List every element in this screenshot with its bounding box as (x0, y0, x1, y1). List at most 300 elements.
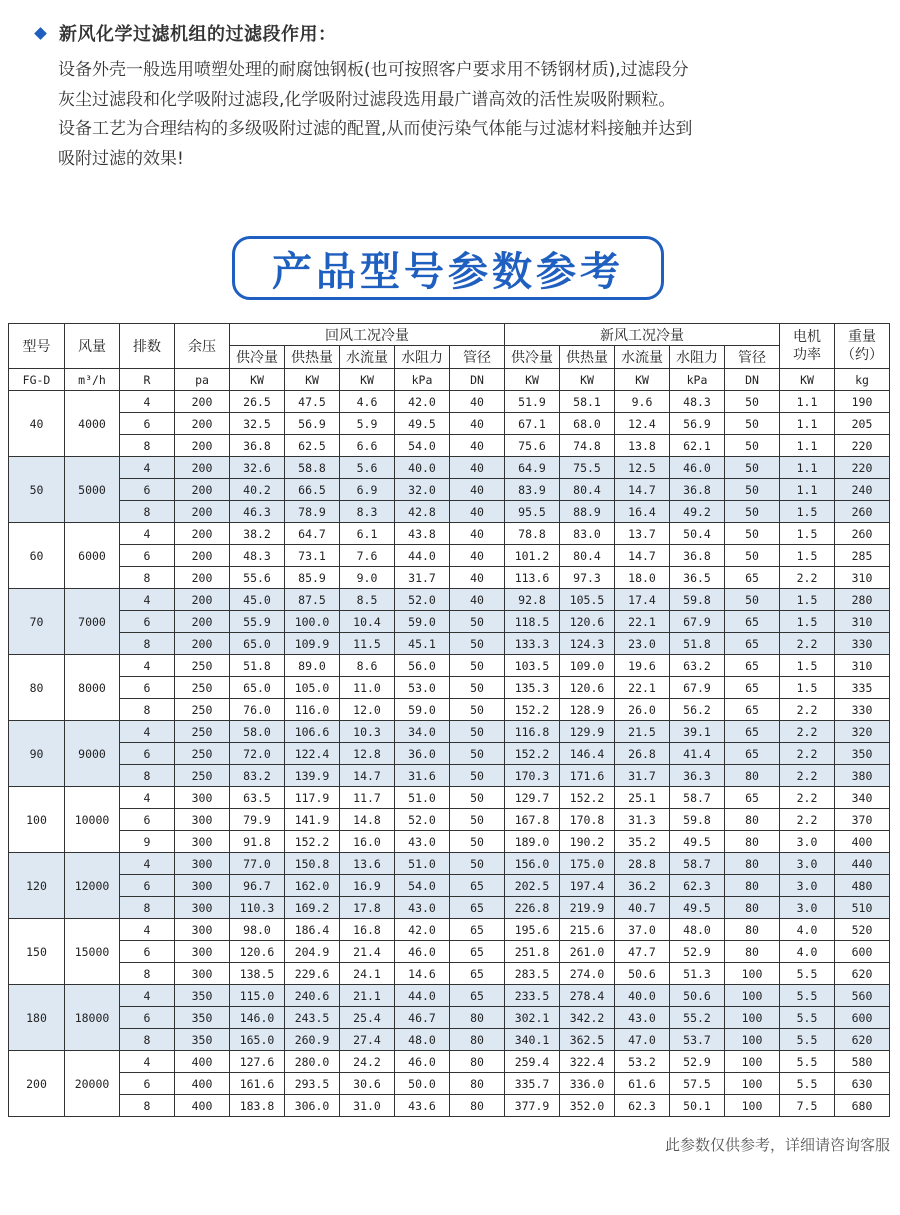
data-cell: 49.2 (670, 501, 725, 523)
data-cell: 91.8 (230, 831, 285, 853)
data-cell: 16.9 (340, 875, 395, 897)
data-cell: 440 (835, 853, 890, 875)
airflow-cell: 8000 (65, 655, 120, 721)
data-cell: 2.2 (780, 765, 835, 787)
data-cell: 31.3 (615, 809, 670, 831)
data-cell: 1.1 (780, 413, 835, 435)
data-cell: 43.0 (615, 1007, 670, 1029)
airflow-cell: 5000 (65, 457, 120, 523)
data-cell: 14.7 (615, 479, 670, 501)
data-cell: 2.2 (780, 721, 835, 743)
data-cell: 240 (835, 479, 890, 501)
diamond-bullet-icon (34, 27, 47, 40)
data-cell: 6 (120, 611, 175, 633)
data-cell: 152.2 (505, 699, 560, 721)
data-cell: 68.0 (560, 413, 615, 435)
data-cell: 21.4 (340, 941, 395, 963)
table-row (9, 721, 890, 743)
data-cell: 243.5 (285, 1007, 340, 1029)
data-cell: 64.9 (505, 457, 560, 479)
data-cell: 36.3 (670, 765, 725, 787)
data-cell: 141.9 (285, 809, 340, 831)
data-cell: 261.0 (560, 941, 615, 963)
data-cell: 61.6 (615, 1073, 670, 1095)
table-row (9, 589, 890, 611)
data-cell: 300 (175, 831, 230, 853)
data-cell: 306.0 (285, 1095, 340, 1117)
data-cell: 167.8 (505, 809, 560, 831)
data-cell: 54.0 (395, 875, 450, 897)
data-cell: 377.9 (505, 1095, 560, 1117)
data-cell: 2.2 (780, 809, 835, 831)
data-cell: 65 (450, 897, 505, 919)
data-cell: 36.8 (670, 545, 725, 567)
data-cell: 92.8 (505, 589, 560, 611)
data-cell: 250 (175, 721, 230, 743)
data-cell: 152.2 (560, 787, 615, 809)
data-cell: 50 (450, 831, 505, 853)
model-cell: 180 (9, 985, 65, 1051)
data-cell: 14.7 (340, 765, 395, 787)
data-cell: 300 (175, 941, 230, 963)
data-cell: 80 (725, 853, 780, 875)
data-cell: 36.5 (670, 567, 725, 589)
data-cell: 85.9 (285, 567, 340, 589)
data-cell: 40 (450, 589, 505, 611)
data-cell: 80 (725, 897, 780, 919)
data-cell: 283.5 (505, 963, 560, 985)
data-cell: 13.6 (340, 853, 395, 875)
header-motor-line1: 电机 (793, 329, 821, 345)
data-cell: 204.9 (285, 941, 340, 963)
data-cell: 580 (835, 1051, 890, 1073)
data-cell: 200 (175, 523, 230, 545)
data-cell: 274.0 (560, 963, 615, 985)
data-cell: 8.3 (340, 501, 395, 523)
data-cell: 32.5 (230, 413, 285, 435)
data-cell: 49.5 (670, 831, 725, 853)
banner-title: 产品型号参数参考 (272, 248, 624, 295)
data-cell: 46.3 (230, 501, 285, 523)
data-cell: 50.6 (670, 985, 725, 1007)
data-cell: 480 (835, 875, 890, 897)
data-cell: 65 (725, 633, 780, 655)
data-cell: 36.2 (615, 875, 670, 897)
data-cell: 5.5 (780, 1029, 835, 1051)
subheader-cell: 管径 (725, 346, 780, 369)
data-cell: 100 (725, 1095, 780, 1117)
subheader-cell: 水阻力 (670, 346, 725, 369)
data-cell: 50 (725, 457, 780, 479)
airflow-cell: 15000 (65, 919, 120, 985)
data-cell: 3.0 (780, 897, 835, 919)
data-cell: 200 (175, 391, 230, 413)
table-row (9, 699, 890, 721)
header-weight-line1: 重量 (848, 329, 876, 345)
data-cell: 40.0 (615, 985, 670, 1007)
data-cell: 100 (725, 1073, 780, 1095)
data-cell: 352.0 (560, 1095, 615, 1117)
data-cell: 1.1 (780, 391, 835, 413)
data-cell: 6.6 (340, 435, 395, 457)
data-cell: 80 (725, 765, 780, 787)
data-cell: 16.0 (340, 831, 395, 853)
data-cell: 58.0 (230, 721, 285, 743)
data-cell: 3.0 (780, 853, 835, 875)
data-cell: 135.3 (505, 677, 560, 699)
subheader-cell: 供热量 (560, 346, 615, 369)
data-cell: 31.7 (615, 765, 670, 787)
data-cell: 200 (175, 435, 230, 457)
data-cell: 285 (835, 545, 890, 567)
data-cell: 219.9 (560, 897, 615, 919)
data-cell: 5.5 (780, 1007, 835, 1029)
unit-cell: KW (285, 369, 340, 391)
data-cell: 300 (175, 787, 230, 809)
data-cell: 96.7 (230, 875, 285, 897)
data-cell: 4.6 (340, 391, 395, 413)
data-cell: 6 (120, 545, 175, 567)
data-cell: 80 (450, 1095, 505, 1117)
data-cell: 8 (120, 897, 175, 919)
data-cell: 280.0 (285, 1051, 340, 1073)
data-cell: 101.2 (505, 545, 560, 567)
data-cell: 250 (175, 677, 230, 699)
data-cell: 100 (725, 1051, 780, 1073)
data-cell: 342.2 (560, 1007, 615, 1029)
data-cell: 600 (835, 941, 890, 963)
data-cell: 138.5 (230, 963, 285, 985)
unit-cell: kg (835, 369, 890, 391)
data-cell: 350 (175, 1007, 230, 1029)
data-cell: 400 (175, 1073, 230, 1095)
unit-cell: pa (175, 369, 230, 391)
data-cell: 100 (725, 985, 780, 1007)
data-cell: 50 (450, 765, 505, 787)
subheader-cell: 供冷量 (505, 346, 560, 369)
data-cell: 31.6 (395, 765, 450, 787)
data-cell: 57.5 (670, 1073, 725, 1095)
data-cell: 49.5 (670, 897, 725, 919)
data-cell: 67.9 (670, 677, 725, 699)
data-cell: 110.3 (230, 897, 285, 919)
table-row (9, 501, 890, 523)
data-cell: 21.1 (340, 985, 395, 1007)
data-cell: 32.6 (230, 457, 285, 479)
data-cell: 14.6 (395, 963, 450, 985)
data-cell: 80 (450, 1029, 505, 1051)
subheader-cell: 管径 (450, 346, 505, 369)
data-cell: 190 (835, 391, 890, 413)
data-cell: 56.2 (670, 699, 725, 721)
data-cell: 80 (450, 1073, 505, 1095)
data-cell: 13.7 (615, 523, 670, 545)
data-cell: 62.5 (285, 435, 340, 457)
data-cell: 62.1 (670, 435, 725, 457)
model-cell: 50 (9, 457, 65, 523)
model-cell: 120 (9, 853, 65, 919)
data-cell: 63.2 (670, 655, 725, 677)
data-cell: 50 (450, 633, 505, 655)
data-cell: 28.8 (615, 853, 670, 875)
data-cell: 340.1 (505, 1029, 560, 1051)
data-cell: 152.2 (285, 831, 340, 853)
data-cell: 120.6 (560, 611, 615, 633)
data-cell: 250 (175, 765, 230, 787)
data-cell: 50 (450, 677, 505, 699)
data-cell: 46.0 (395, 941, 450, 963)
data-cell: 100 (725, 963, 780, 985)
model-cell: 150 (9, 919, 65, 985)
data-cell: 52.9 (670, 1051, 725, 1073)
data-cell: 56.0 (395, 655, 450, 677)
data-cell: 115.0 (230, 985, 285, 1007)
table-row (9, 1095, 890, 1117)
data-cell: 4.0 (780, 941, 835, 963)
data-cell: 39.1 (670, 721, 725, 743)
table-row (9, 919, 890, 941)
data-cell: 48.0 (395, 1029, 450, 1051)
data-cell: 4 (120, 457, 175, 479)
data-cell: 202.5 (505, 875, 560, 897)
data-cell: 98.0 (230, 919, 285, 941)
data-cell: 335.7 (505, 1073, 560, 1095)
data-cell: 205 (835, 413, 890, 435)
data-cell: 350 (175, 985, 230, 1007)
data-cell: 55.6 (230, 567, 285, 589)
data-cell: 8 (120, 501, 175, 523)
data-cell: 50 (725, 523, 780, 545)
data-cell: 59.8 (670, 589, 725, 611)
data-cell: 46.0 (670, 457, 725, 479)
data-cell: 4 (120, 523, 175, 545)
data-cell: 12.5 (615, 457, 670, 479)
data-cell: 259.4 (505, 1051, 560, 1073)
data-cell: 5.5 (780, 963, 835, 985)
data-cell: 3.0 (780, 831, 835, 853)
data-cell: 100 (725, 1029, 780, 1051)
data-cell: 240.6 (285, 985, 340, 1007)
subheader-cell: 供热量 (285, 346, 340, 369)
data-cell: 5.5 (780, 1073, 835, 1095)
data-cell: 310 (835, 611, 890, 633)
data-cell: 250 (175, 655, 230, 677)
data-cell: 336.0 (560, 1073, 615, 1095)
data-cell: 8.6 (340, 655, 395, 677)
data-cell: 300 (175, 919, 230, 941)
unit-cell: KW (340, 369, 395, 391)
data-cell: 26.0 (615, 699, 670, 721)
data-cell: 200 (175, 633, 230, 655)
unit-cell: DN (450, 369, 505, 391)
data-cell: 50 (725, 391, 780, 413)
data-cell: 400 (175, 1095, 230, 1117)
data-cell: 250 (175, 699, 230, 721)
data-cell: 65 (725, 655, 780, 677)
data-cell: 133.3 (505, 633, 560, 655)
data-cell: 161.6 (230, 1073, 285, 1095)
data-cell: 56.9 (670, 413, 725, 435)
data-cell: 116.8 (505, 721, 560, 743)
model-cell: 60 (9, 523, 65, 589)
data-cell: 40 (450, 435, 505, 457)
data-cell: 50 (725, 479, 780, 501)
data-cell: 251.8 (505, 941, 560, 963)
unit-cell: FG-D (9, 369, 65, 391)
data-cell: 41.4 (670, 743, 725, 765)
data-cell: 48.3 (670, 391, 725, 413)
data-cell: 50 (725, 545, 780, 567)
data-cell: 220 (835, 435, 890, 457)
data-cell: 250 (175, 743, 230, 765)
subheader-cell: 供冷量 (230, 346, 285, 369)
data-cell: 117.9 (285, 787, 340, 809)
data-cell: 6.9 (340, 479, 395, 501)
data-cell: 8 (120, 963, 175, 985)
data-cell: 6 (120, 479, 175, 501)
airflow-cell: 7000 (65, 589, 120, 655)
data-cell: 51.3 (670, 963, 725, 985)
data-cell: 4 (120, 391, 175, 413)
data-cell: 1.5 (780, 611, 835, 633)
data-cell: 109.9 (285, 633, 340, 655)
data-cell: 124.3 (560, 633, 615, 655)
data-cell: 51.0 (395, 853, 450, 875)
data-cell: 129.7 (505, 787, 560, 809)
table-row (9, 985, 890, 1007)
data-cell: 78.8 (505, 523, 560, 545)
table-row (9, 1051, 890, 1073)
data-cell: 46.7 (395, 1007, 450, 1029)
data-cell: 1.5 (780, 677, 835, 699)
table-row (9, 435, 890, 457)
data-cell: 80 (725, 919, 780, 941)
data-cell: 88.9 (560, 501, 615, 523)
data-cell: 89.0 (285, 655, 340, 677)
data-cell: 118.5 (505, 611, 560, 633)
data-cell: 2.2 (780, 743, 835, 765)
section-header (36, 20, 337, 46)
data-cell: 62.3 (615, 1095, 670, 1117)
data-cell: 229.6 (285, 963, 340, 985)
data-cell: 48.0 (670, 919, 725, 941)
data-cell: 21.5 (615, 721, 670, 743)
data-cell: 1.5 (780, 655, 835, 677)
data-cell: 22.1 (615, 611, 670, 633)
table-row (9, 633, 890, 655)
data-cell: 226.8 (505, 897, 560, 919)
airflow-cell: 12000 (65, 853, 120, 919)
data-cell: 45.0 (230, 589, 285, 611)
data-cell: 9 (120, 831, 175, 853)
data-cell: 72.0 (230, 743, 285, 765)
data-cell: 330 (835, 633, 890, 655)
unit-cell: m³/h (65, 369, 120, 391)
data-cell: 76.0 (230, 699, 285, 721)
data-cell: 197.4 (560, 875, 615, 897)
data-cell: 46.0 (395, 1051, 450, 1073)
data-cell: 300 (175, 875, 230, 897)
data-cell: 620 (835, 963, 890, 985)
data-cell: 38.2 (230, 523, 285, 545)
data-cell: 40.7 (615, 897, 670, 919)
table-row (9, 743, 890, 765)
data-cell: 200 (175, 611, 230, 633)
data-cell: 51.9 (505, 391, 560, 413)
data-cell: 300 (175, 897, 230, 919)
data-cell: 19.6 (615, 655, 670, 677)
airflow-cell: 6000 (65, 523, 120, 589)
data-cell: 109.0 (560, 655, 615, 677)
data-cell: 139.9 (285, 765, 340, 787)
data-cell: 152.2 (505, 743, 560, 765)
data-cell: 8 (120, 633, 175, 655)
data-cell: 87.5 (285, 589, 340, 611)
data-cell: 14.7 (615, 545, 670, 567)
data-cell: 5.5 (780, 1051, 835, 1073)
data-cell: 25.1 (615, 787, 670, 809)
data-cell: 165.0 (230, 1029, 285, 1051)
table-row (9, 765, 890, 787)
table-row (9, 611, 890, 633)
data-cell: 58.7 (670, 787, 725, 809)
data-cell: 36.0 (395, 743, 450, 765)
data-cell: 169.2 (285, 897, 340, 919)
table-row (9, 787, 890, 809)
unit-cell: KW (560, 369, 615, 391)
data-cell: 50 (725, 501, 780, 523)
data-cell: 40 (450, 413, 505, 435)
unit-cell: DN (725, 369, 780, 391)
data-cell: 340 (835, 787, 890, 809)
data-cell: 59.0 (395, 611, 450, 633)
data-cell: 42.8 (395, 501, 450, 523)
data-cell: 23.0 (615, 633, 670, 655)
model-cell: 70 (9, 589, 65, 655)
data-cell: 4 (120, 787, 175, 809)
data-cell: 59.0 (395, 699, 450, 721)
data-cell: 680 (835, 1095, 890, 1117)
data-cell: 1.5 (780, 523, 835, 545)
data-cell: 2.2 (780, 787, 835, 809)
data-cell: 31.0 (340, 1095, 395, 1117)
data-cell: 83.0 (560, 523, 615, 545)
data-cell: 200 (175, 501, 230, 523)
data-cell: 58.8 (285, 457, 340, 479)
data-cell: 40 (450, 567, 505, 589)
data-cell: 189.0 (505, 831, 560, 853)
data-cell: 320 (835, 721, 890, 743)
data-cell: 22.1 (615, 677, 670, 699)
data-cell: 37.0 (615, 919, 670, 941)
data-cell: 6 (120, 743, 175, 765)
data-cell: 53.2 (615, 1051, 670, 1073)
data-cell: 330 (835, 699, 890, 721)
data-cell: 51.8 (670, 633, 725, 655)
data-cell: 12.0 (340, 699, 395, 721)
data-cell: 43.0 (395, 831, 450, 853)
section-description (58, 56, 878, 174)
data-cell: 50.6 (615, 963, 670, 985)
data-cell: 80.4 (560, 479, 615, 501)
data-cell: 50 (725, 435, 780, 457)
table-row (9, 897, 890, 919)
data-cell: 16.8 (340, 919, 395, 941)
data-cell: 51.0 (395, 787, 450, 809)
data-cell: 24.1 (340, 963, 395, 985)
data-cell: 8.5 (340, 589, 395, 611)
data-cell: 52.9 (670, 941, 725, 963)
